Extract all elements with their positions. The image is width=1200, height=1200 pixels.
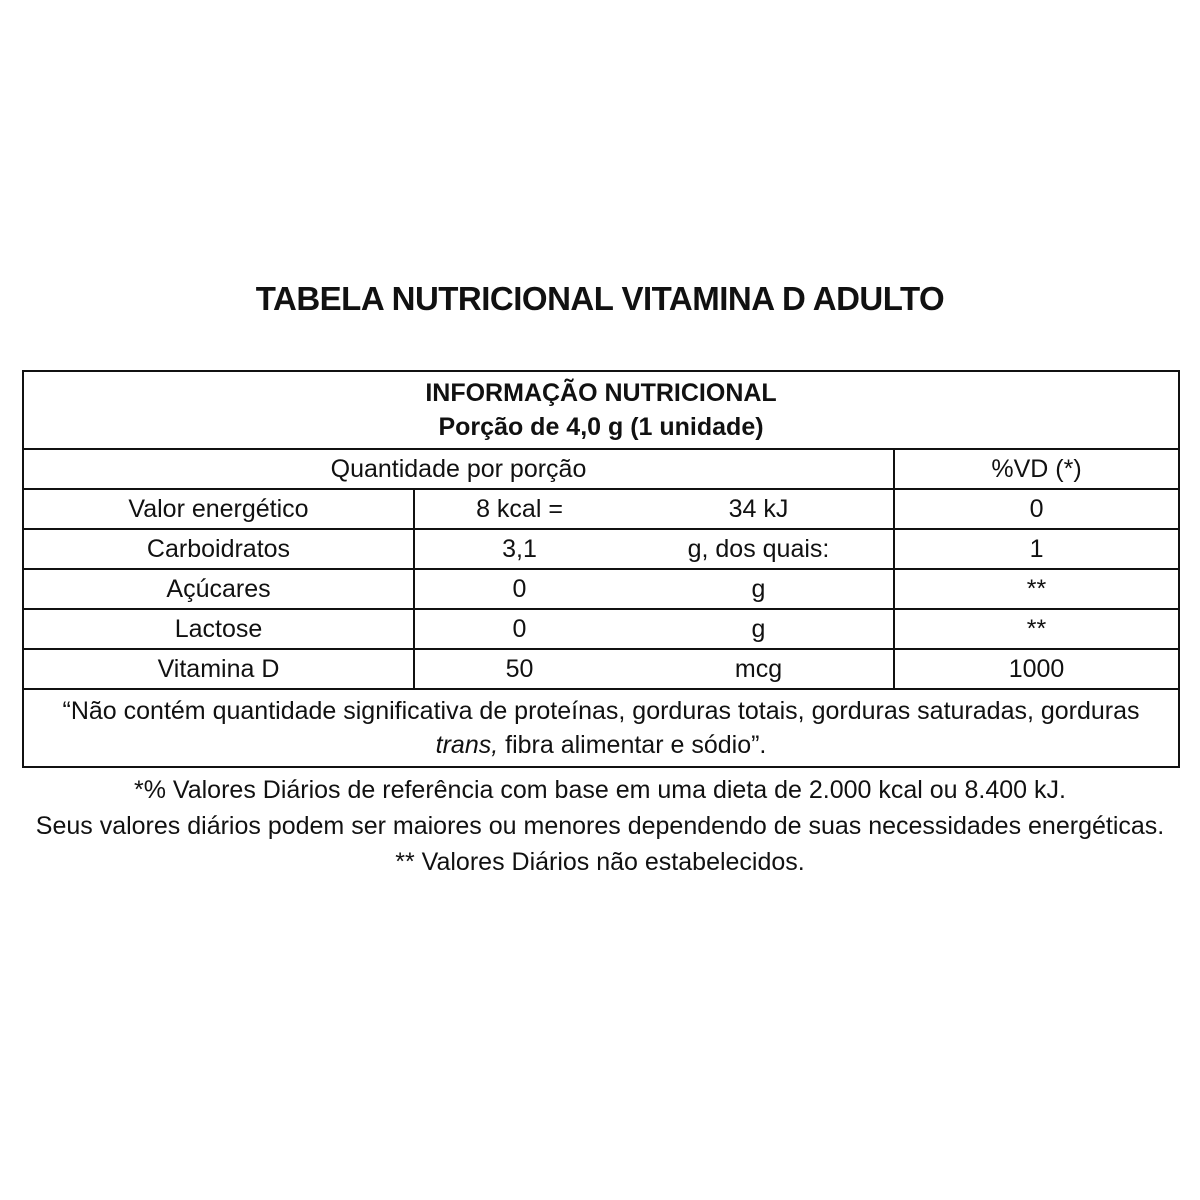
footnote-individual-needs: Seus valores diários podem ser maiores ou menores dependendo de suas necessidades energéticas. <box>35 812 1165 840</box>
nutrient-unit: g, dos quais: <box>624 529 894 569</box>
note-text-start: “Não contém quantidade significativa de proteínas, gorduras totais, gorduras saturadas, gorduras <box>62 697 1140 725</box>
table-row <box>23 529 1179 569</box>
page-title: TABELA NUTRICIONAL VITAMINA D ADULTO <box>255 280 945 317</box>
table-header-row <box>23 371 1179 449</box>
nutrient-amount: 0 <box>414 569 624 609</box>
nutrient-name: Vitamina D <box>23 649 414 689</box>
footnote-daily-values: *% Valores Diários de referência com base em uma dieta de 2.000 kcal ou 8.400 kJ. <box>134 776 1066 804</box>
column-header-row <box>23 449 1179 489</box>
table-row <box>23 489 1179 529</box>
nutrient-unit: g <box>624 569 894 609</box>
nutrient-unit: mcg <box>624 649 894 689</box>
nutrient-amount: 3,1 <box>414 529 624 569</box>
nutrition-table <box>22 370 1180 768</box>
nutrient-vd: 1 <box>894 529 1179 569</box>
footnote-not-established: ** Valores Diários não estabelecidos. <box>395 848 805 876</box>
nutrient-amount: 0 <box>414 609 624 649</box>
table-row <box>23 569 1179 609</box>
nutrient-name: Açúcares <box>23 569 414 609</box>
nutrient-amount: 50 <box>414 649 624 689</box>
header-title: INFORMAÇÃO NUTRICIONAL <box>425 379 777 407</box>
note-text-end: fibra alimentar e sódio”. <box>498 731 767 759</box>
vd-column-header: %VD (*) <box>894 449 1179 489</box>
nutrient-amount: 8 kcal = <box>414 489 624 529</box>
nutrient-unit: g <box>624 609 894 649</box>
nutrient-name: Carboidratos <box>23 529 414 569</box>
footnotes <box>30 772 1170 880</box>
nutrient-name: Lactose <box>23 609 414 649</box>
table-row <box>23 649 1179 689</box>
table-header <box>23 371 1179 449</box>
nutrient-vd: 0 <box>894 489 1179 529</box>
nutrient-vd: ** <box>894 569 1179 609</box>
not-significant-note <box>23 689 1179 767</box>
header-portion: Porção de 4,0 g (1 unidade) <box>438 413 764 441</box>
nutrient-vd: ** <box>894 609 1179 649</box>
nutrient-name: Valor energético <box>23 489 414 529</box>
table-row <box>23 609 1179 649</box>
nutrient-vd: 1000 <box>894 649 1179 689</box>
note-row <box>23 689 1179 767</box>
quantity-column-header: Quantidade por porção <box>23 449 894 489</box>
nutrient-unit: 34 kJ <box>624 489 894 529</box>
note-text-italic: trans, <box>435 731 499 759</box>
